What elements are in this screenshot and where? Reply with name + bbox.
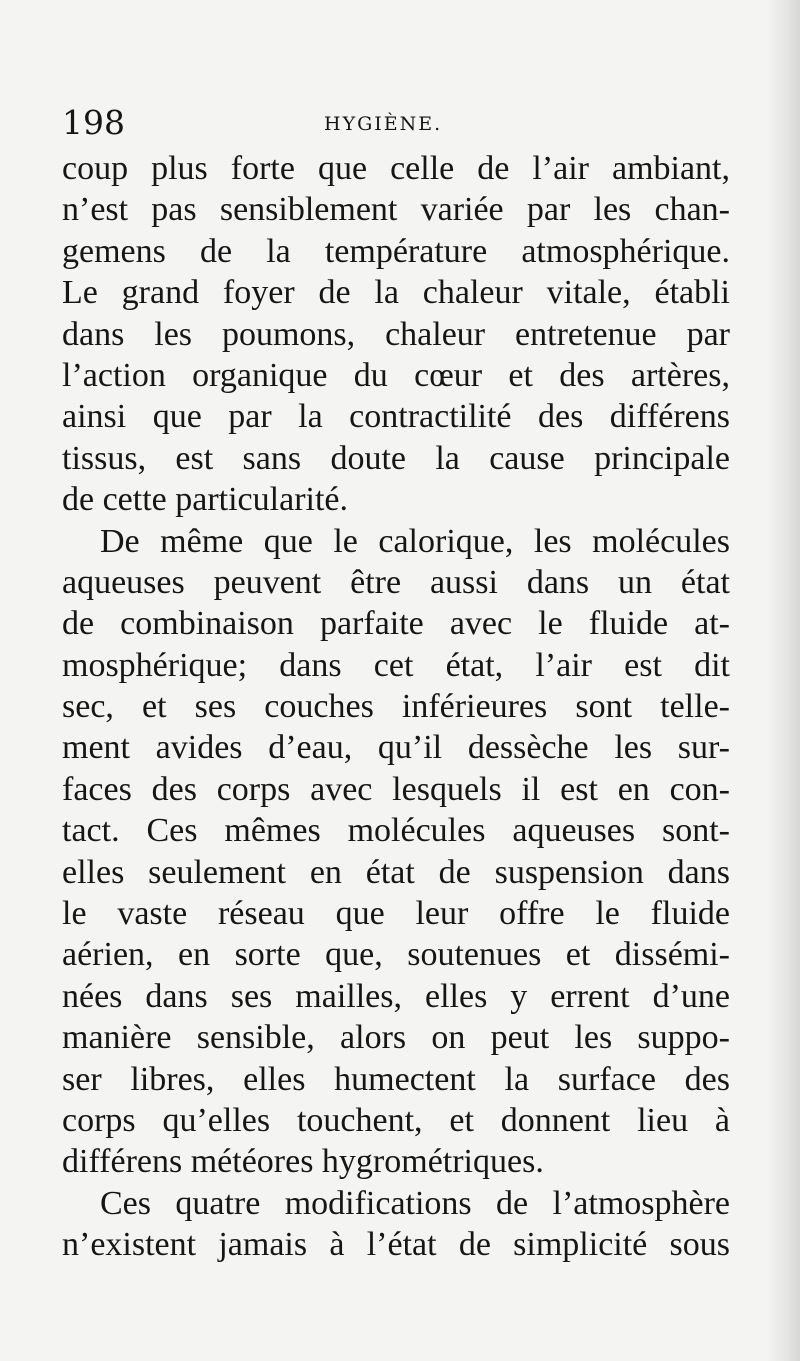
page-header [62,100,730,146]
text-line: gemens de la température atmosphérique. [62,232,730,270]
text-line: tissus, est sans doute la cause principale [62,439,730,477]
text-line: de cette particularité. [62,481,348,519]
text-line: de combinaison parfaite avec le fluide at- [62,605,730,643]
text-line: manière sensible, alors on peut les suppo- [62,1019,730,1057]
text-line: faces des corps avec lesquels il est en con- [62,770,730,808]
text-line: ment avides d’eau, qu’il dessèche les sur- [62,729,730,767]
paragraph-1 [62,148,730,521]
text-line: ainsi que par la contractilité des différens [62,398,730,436]
text-line: coup plus forte que celle de l’air ambiant, [62,150,730,187]
text-line: l’action organique du cœur et des artères, [62,356,730,394]
text-line: tact. Ces mêmes molécules aqueuses sont- [62,812,730,850]
text-line: différens météores hygrométriques. [62,1143,544,1181]
text-line: n’existent jamais à l’état de simplicité sous [62,1226,730,1264]
text-line: le vaste réseau que leur offre le fluide [62,895,730,933]
page-edge-shadow [766,0,800,1361]
text-line: ser libres, elles humectent la surface des [62,1060,730,1098]
text-line: Ces quatre modifications de l’atmosphère [100,1184,730,1222]
text-line: corps qu’elles touchent, et donnent lieu à [62,1101,730,1139]
text-line: dans les poumons, chaleur entretenue par [62,315,730,353]
text-line: De même que le calorique, les molécules [100,522,730,560]
running-head: HYGIÈNE. [324,113,443,135]
paragraph-3 [62,1183,730,1266]
text-line: Le grand foyer de la chaleur vitale, établi [62,274,730,312]
text-line: aérien, en sorte que, soutenues et dissémi- [62,936,730,974]
body-text [62,148,730,1266]
text-line: sec, et ses couches inférieures sont telle- [62,688,730,726]
text-line: elles seulement en état de suspension dans [62,853,730,891]
text-line: mosphérique; dans cet état, l’air est dit [62,646,730,684]
paragraph-2 [62,521,730,1183]
page-number: 198 [62,103,125,142]
text-line: nées dans ses mailles, elles y errent d’une [62,977,730,1015]
text-line: n’est pas sensiblement variée par les chan- [62,191,730,229]
text-line: aqueuses peuvent être aussi dans un état [62,563,730,601]
